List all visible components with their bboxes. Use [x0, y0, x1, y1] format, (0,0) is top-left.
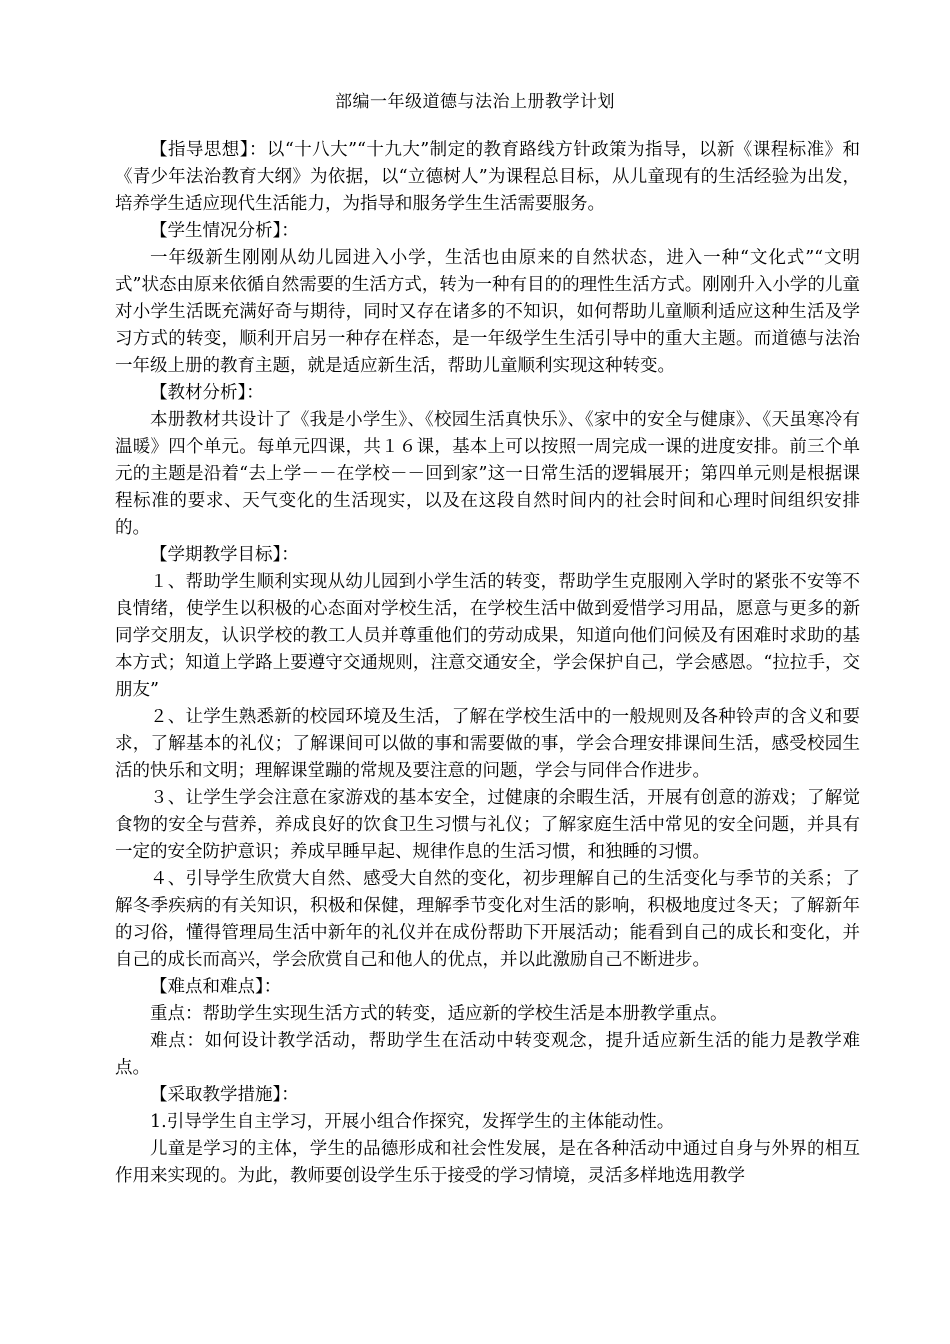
section-heading-teaching-measures: 【采取教学措施】：: [150, 1085, 299, 1105]
paragraph-key-point: 重点：帮助学生实现生活方式的转变，适应新的学校生活是本册教学重点。: [150, 1004, 728, 1024]
section-heading-semester-goals: 【学期教学目标】：: [150, 545, 299, 565]
paragraph-goal-3: ３、让学生学会注意在家游戏的基本安全，过健康的余暇生活，开展有创意的游戏；了解觉食物的安全与营养，养成良好的饮食卫生习惯与礼仪；了解家庭生活中常见的安全问题，并具有一定的安全防护意识；养成早睡早起、规律作息的生活习惯，和独睡的习惯。: [115, 788, 860, 862]
paragraph-goal-4: ４、引导学生欣赏大自然、感受大自然的变化，初步理解自己的生活变化与季节的关系；了解冬季疾病的有关知识，积极和保健，理解季节变化对生活的影响，积极地度过冬天；了解新年的习俗，懂得管理局生活中新年的礼仪并在成份帮助下开展活动；能看到自己的成长和变化，并自己的成长而高兴，学会欣赏自己和他人的优点，并以此激励自己不断进步。: [115, 869, 860, 970]
document-title: 部编一年级道德与法治上册教学计划: [335, 92, 615, 112]
paragraph-difficulty: 难点：如何设计教学活动，帮助学生在活动中转变观念，提升适应新生活的能力是教学难点。: [115, 1031, 860, 1078]
paragraph-student-analysis: 一年级新生刚刚从幼儿园进入小学，生活也由原来的自然状态，进入一种“文化式”“文明式”状态由原来依循自然需要的生活方式，转为一种有目的的理性生活方式。刚刚升入小学的儿童对小学生活既充满好奇与期待，同时又存在诸多的不知识，如何帮助儿童顺利适应这种生活及学习方式的转变，顺利开启另一种存在样态，是一年级学生生活引导中的重大主题。而道德与法治一年级上册的教育主题，就是适应新生活，帮助儿童顺利实现这种转变。: [115, 248, 860, 376]
paragraph-guiding-ideology: 【指导思想】：以“十八大”“十九大”制定的教育路线方针政策为指导，以新《课程标准》和《青少年法治教育大纲》为依据，以“立德树人”为课程总目标，从儿童现有的生活经验为出发，培养学生适应现代生活能力，为指导和服务学生生活需要服务。: [115, 140, 860, 214]
document-body: [115, 137, 860, 1190]
paragraph-textbook-analysis: 本册教材共设计了《我是小学生》、《校园生活真快乐》、《家中的安全与健康》、《天虽寒冷有温暖》四个单元。每单元四课，共１６课，基本上可以按照一周完成一课的进度安排。前三个单元的主题是沿着“去上学－－在学校－－回到家”这一日常生活的逻辑展开；第四单元则是根据课程标准的要求、天气变化的生活现实，以及在这段自然时间内的社会时间和心理时间组织安排的。: [115, 410, 860, 538]
section-heading-key-points: 【难点和难点】：: [150, 977, 282, 997]
paragraph-measure-1-detail: 儿童是学习的主体，学生的品德形成和社会性发展，是在各种活动中通过自身与外界的相互作用来实现的。为此，教师要创设学生乐于接受的学习情境，灵活多样地选用教学: [115, 1139, 860, 1186]
paragraph-goal-1: １、帮助学生顺利实现从幼儿园到小学生活的转变，帮助学生克服刚入学时的紧张不安等不良情绪，使学生以积极的心态面对学校生活，在学校生活中做到爱惜学习用品，愿意与更多的新同学交朋友，认识学校的教工人员并尊重他们的劳动成果，知道向他们问候及有困难时求助的基本方式；知道上学路上要遵守交通规则，注意交通安全，学会保护自己，学会感恩。“拉拉手，交朋友”: [115, 572, 860, 700]
section-heading-textbook-analysis: 【教材分析】：: [150, 383, 264, 403]
section-heading-student-analysis: 【学生情况分析】：: [150, 221, 299, 241]
paragraph-measure-1: 1.引导学生自主学习，开展小组合作探究，发挥学生的主体能动性。: [150, 1112, 675, 1132]
paragraph-goal-2: ２、让学生熟悉新的校园环境及生活，了解在学校生活中的一般规则及各种铃声的含义和要求，了解基本的礼仪；了解课间可以做的事和需要做的事，学会合理安排课间生活，感受校园生活的快乐和文明；理解课堂蹦的常规及要注意的问题，学会与同伴合作进步。: [115, 707, 860, 781]
